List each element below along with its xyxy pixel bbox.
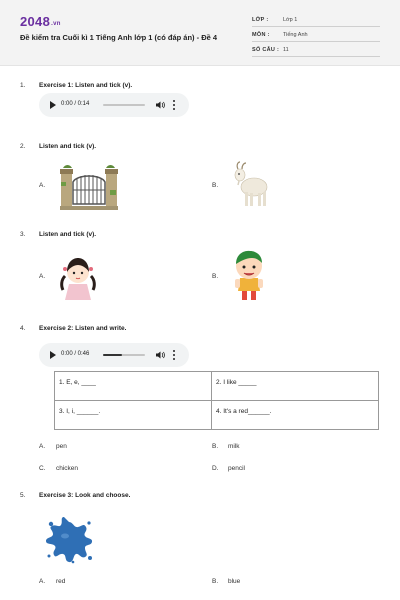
volume-icon[interactable] bbox=[155, 100, 165, 110]
table-cell-1: 1. E, e, ____ bbox=[59, 379, 96, 386]
audio-time: 0:00 / 0:46 bbox=[61, 351, 90, 357]
question-4-option-d-letter[interactable]: D. bbox=[212, 465, 219, 472]
meta-value-class: Lớp 1 bbox=[283, 17, 298, 23]
meta-label-class: LỚP : bbox=[252, 17, 269, 23]
question-3-text: Listen and tick (v). bbox=[39, 231, 97, 238]
meta-row-subject bbox=[252, 29, 380, 42]
question-2-option-b[interactable]: B. bbox=[212, 182, 219, 189]
question-5-option-b-letter[interactable]: B. bbox=[212, 578, 219, 585]
blue-paint-splash-image bbox=[43, 514, 95, 566]
more-options-icon[interactable] bbox=[173, 100, 176, 110]
question-4-number: 4. bbox=[20, 325, 26, 332]
play-icon[interactable] bbox=[50, 101, 56, 109]
question-5-number: 5. bbox=[20, 492, 26, 499]
question-5-text: Exercise 3: Look and choose. bbox=[39, 492, 131, 499]
gate-image bbox=[60, 164, 118, 210]
audio-progress-track[interactable] bbox=[103, 354, 145, 356]
audio-progress-fill bbox=[103, 354, 122, 356]
play-icon[interactable] bbox=[50, 351, 56, 359]
table-cell-3: 3. I, i, ______. bbox=[59, 408, 101, 415]
goat-image bbox=[230, 161, 272, 209]
site-logo[interactable] bbox=[20, 14, 61, 29]
question-3-option-a[interactable]: A. bbox=[39, 273, 46, 280]
question-4-option-c-letter[interactable]: C. bbox=[39, 465, 46, 472]
audio-time: 0:00 / 0:14 bbox=[61, 101, 90, 107]
question-5-option-a-letter[interactable]: A. bbox=[39, 578, 46, 585]
question-3-number: 3. bbox=[20, 231, 26, 238]
question-2-option-a[interactable]: A. bbox=[39, 182, 46, 189]
boy-image bbox=[229, 248, 269, 302]
question-4-option-a-letter[interactable]: A. bbox=[39, 443, 46, 450]
logo-suffix: .vn bbox=[51, 21, 61, 27]
question-1-text: Exercise 1: Listen and tick (v). bbox=[39, 82, 133, 89]
table-cell-2: 2. I like _____ bbox=[216, 379, 257, 386]
table-cell-4: 4. It's a red______. bbox=[216, 408, 272, 415]
question-1-number: 1. bbox=[20, 82, 26, 89]
question-5-option-b-text[interactable]: blue bbox=[228, 578, 241, 585]
meta-label-count: SỐ CÂU : bbox=[252, 47, 280, 53]
audio-player-2 bbox=[39, 343, 189, 367]
question-4-text: Exercise 2: Listen and write. bbox=[39, 325, 127, 332]
volume-icon[interactable] bbox=[155, 350, 165, 360]
question-4-option-c-text[interactable]: chicken bbox=[56, 465, 79, 472]
question-3-option-b[interactable]: B. bbox=[212, 273, 219, 280]
question-4-option-d-text[interactable]: pencil bbox=[228, 465, 245, 472]
meta-value-subject: Tiếng Anh bbox=[283, 32, 308, 38]
more-options-icon[interactable] bbox=[173, 350, 176, 360]
question-5-option-a-text[interactable]: red bbox=[56, 578, 66, 585]
question-2-number: 2. bbox=[20, 143, 26, 150]
question-4-option-b-text[interactable]: milk bbox=[228, 443, 240, 450]
logo-main: 2048 bbox=[20, 14, 51, 29]
question-4-option-a-text[interactable]: pen bbox=[56, 443, 67, 450]
girl-image bbox=[57, 252, 99, 302]
meta-row-class bbox=[252, 14, 380, 27]
audio-progress-track[interactable] bbox=[103, 104, 145, 106]
question-2-text: Listen and tick (v). bbox=[39, 143, 97, 150]
meta-row-count bbox=[252, 44, 380, 57]
fill-in-table bbox=[54, 371, 379, 430]
meta-value-count: 11 bbox=[283, 47, 289, 53]
question-4-option-b-letter[interactable]: B. bbox=[212, 443, 219, 450]
page-header bbox=[0, 0, 400, 66]
page-title: Đề kiểm tra Cuối kì 1 Tiếng Anh lớp 1 (có đáp án) - Đề 4 bbox=[20, 33, 218, 42]
meta-label-subject: MÔN : bbox=[252, 32, 270, 38]
audio-player-1 bbox=[39, 93, 189, 117]
